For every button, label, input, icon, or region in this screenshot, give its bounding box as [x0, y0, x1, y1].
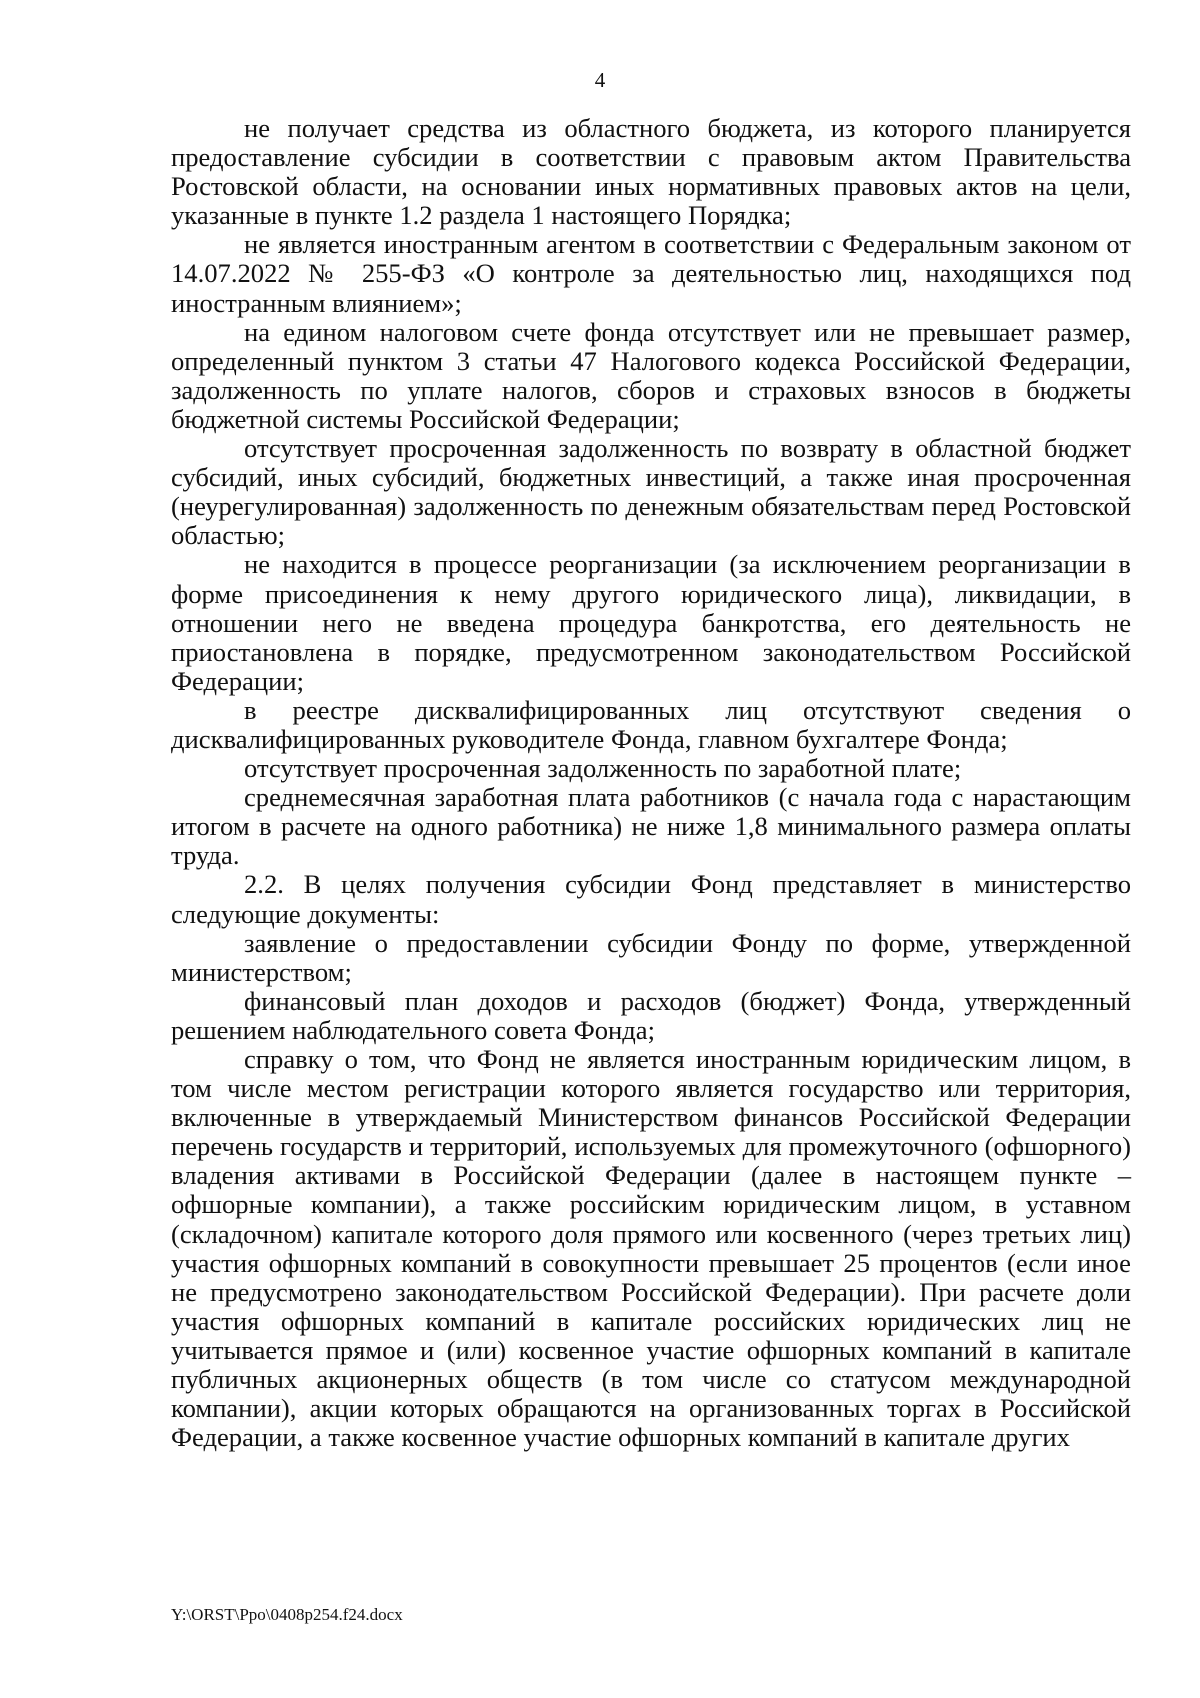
paragraph-disqualified-registry: в реестре дисквалифицированных лиц отсутствуют сведения о дисквалифицированных руководителе Фонда, главном бухгалтере Фонда;	[171, 694, 1131, 754]
paragraph-offshore-certificate: справку о том, что Фонд не является иностранным юридическим лицом, в том числе местом регистрации которого является государство или территория, включенные в утверждаемый Министерством финансов Российской Федерации перечень государств и территорий, используемых для промежуточного (офшорного) владения активами в Российской Федерации (далее в настоящем пункте – офшорные компании), а также российским юридическим лицом, в уставном (складочном) капитале которого доля прямого или косвенного (через третьих лиц) участия офшорных компаний в совокупности превышает 25 процентов (если иное не предусмотрено законодательством Российской Федерации). При расчете доли участия офшорных компаний в капитале российских юридических лиц не учитывается прямое и (или) косвенное участие офшорных компаний в капитале публичных акционерных обществ (в том числе со статусом международной компании), акции которых обращаются на организованных торгах в Российской Федерации, а также косвенное участие офшорных компаний в капитале других	[171, 1044, 1131, 1453]
paragraph-application: заявление о предоставлении субсидии Фонду по форме, утвержденной министерством;	[171, 927, 1131, 987]
paragraph-financial-plan: финансовый план доходов и расходов (бюджет) Фонда, утвержденный решением наблюдательного совета Фонда;	[171, 985, 1131, 1045]
paragraph-overdue-debt: отсутствует просроченная задолженность по возврату в областной бюджет субсидий, иных субсидий, бюджетных инвестиций, а также иная просроченная (неурегулированная) задолженность по денежным обязательствам перед Ростовской областью;	[171, 433, 1131, 551]
page-number: 4	[594, 68, 606, 92]
file-path-footer: Y:\ORST\Ppo\0408p254.f24.docx	[171, 1605, 403, 1624]
paragraph-section-2-2: 2.2. В целях получения субсидии Фонд представляет в министерство следующие документы:	[171, 869, 1131, 929]
paragraph-salary-arrears: отсутствует просроченная задолженность по заработной плате;	[244, 753, 962, 784]
paragraph-not-receiving-funds: не получает средства из областного бюджета, из которого планируется предоставление субсидии в соответствии с правовым актом Правительства Ростовской области, на основании иных нормативных правовых актов на цели, указанные в пункте 1.2 раздела 1 настоящего Порядка;	[171, 113, 1131, 231]
document-body	[171, 114, 1131, 1452]
paragraph-average-salary: среднемесячная заработная плата работников (с начала года с нарастающим итогом в расчете на одного работника) не ниже 1,8 минимального размера оплаты труда.	[171, 782, 1131, 871]
paragraph-tax-debt: на едином налоговом счете фонда отсутствует или не превышает размер, определенный пунктом 3 статьи 47 Налогового кодекса Российской Федерации, задолженность по уплате налогов, сборов и страховых взносов в бюджеты бюджетной системы Российской Федерации;	[171, 316, 1131, 434]
paragraph-not-foreign-agent: не является иностранным агентом в соответствии с Федеральным законом от 14.07.2022 № 255-ФЗ «О контроле за деятельностью лиц, находящихся под иностранным влиянием»;	[171, 229, 1131, 318]
paragraph-reorganization: не находится в процессе реорганизации (за исключением реорганизации в форме присоединения к нему другого юридического лица), ликвидации, в отношении него не введена процедура банкротства, его деятельность не приостановлена в порядке, предусмотренном законодательством Российской Федерации;	[171, 549, 1131, 696]
